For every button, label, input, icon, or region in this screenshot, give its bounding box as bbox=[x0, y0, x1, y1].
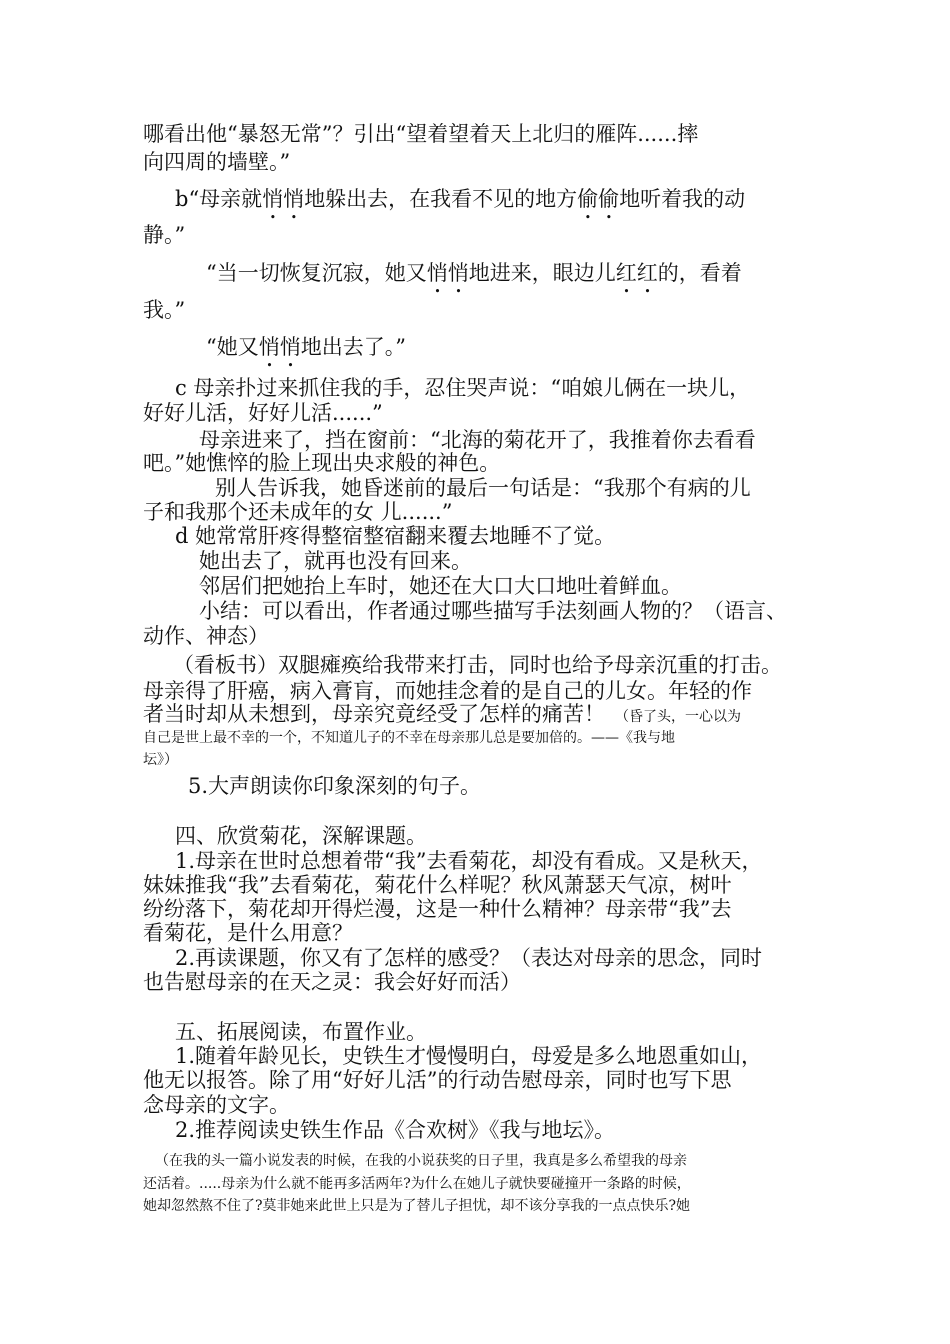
text-span: b“母亲就 bbox=[175, 187, 263, 211]
small-note: 自己是世上最不幸的一个，不知道儿子的不幸在母亲那儿总是要加倍的。——《我与地 bbox=[143, 730, 675, 746]
text-span: 子和我那个还未成年的女 儿......” bbox=[143, 500, 453, 524]
text-line-29 bbox=[175, 948, 762, 969]
text-span: 静。” bbox=[143, 223, 186, 247]
text-line-34 bbox=[175, 1120, 615, 1141]
text-line-11 bbox=[143, 453, 500, 474]
emphasis-word: 偷偷 bbox=[577, 187, 620, 211]
text-span: 地听着我的动 bbox=[619, 187, 746, 211]
text-line-12 bbox=[215, 478, 751, 499]
text-line-32 bbox=[143, 1070, 731, 1091]
text-line-13 bbox=[143, 502, 452, 523]
text-span: 1.随着年龄见长，史铁生才慢慢明白，母爱是多么地恩重如山， bbox=[175, 1044, 763, 1068]
small-note: （昏了头，一心以为 bbox=[615, 709, 741, 725]
text-span: 他无以报答。除了用“好好儿活”的行动告慰母亲，同时也写下思 bbox=[143, 1068, 732, 1092]
text-span: “她又 bbox=[206, 335, 259, 359]
text-span: 母亲进来了，挡在窗前：“北海的菊花开了，我推着你去看看 bbox=[199, 428, 756, 452]
text-line-2 bbox=[143, 152, 290, 173]
text-line-30 bbox=[143, 972, 521, 993]
text-line-26 bbox=[143, 875, 731, 896]
text-span: d 她常常肝疼得整宿整宿翻来覆去地睡不了觉。 bbox=[175, 524, 616, 548]
text-span: 妹妹推我“我”去看菊花，菊花什么样呢？秋风萧瑟天气凉，树叶 bbox=[143, 873, 732, 897]
text-span: 五、拓展阅读，布置作业。 bbox=[175, 1020, 427, 1044]
text-line-33 bbox=[143, 1095, 290, 1116]
text-line-28 bbox=[143, 923, 353, 944]
text-line-14 bbox=[175, 526, 615, 547]
text-span: 她出去了，就再也没有回来。 bbox=[199, 549, 472, 573]
text-line-20 bbox=[143, 681, 752, 702]
text-span: 邻居们把她抬上车时，她还在大口大口地吐着鲜血。 bbox=[199, 574, 682, 598]
text-span: 纷纷落下，菊花却开得烂漫，这是一种什么精神？母亲带“我”去 bbox=[143, 897, 732, 921]
text-line-7 bbox=[206, 335, 406, 372]
text-span: 2.推荐阅读史铁生作品《合欢树》《我与地坛》。 bbox=[175, 1118, 616, 1142]
small-note: （在我的头一篇小说发表的时候，在我的小说获奖的日子里，我真是多么希望我的母亲 bbox=[155, 1153, 687, 1169]
emphasis-word: 悄悄 bbox=[258, 335, 301, 359]
text-line-21 bbox=[143, 704, 741, 725]
text-line-9 bbox=[143, 403, 383, 424]
text-span: 的，看着 bbox=[657, 261, 742, 285]
text-line-22 bbox=[143, 731, 675, 745]
text-line-3 bbox=[175, 187, 745, 224]
text-span: 四、欣赏菊花，深解课题。 bbox=[175, 824, 427, 848]
text-line-23 bbox=[143, 753, 178, 767]
text-span: （看板书）双腿瘫痪给我带来打击，同时也给予母亲沉重的打击。 bbox=[173, 653, 782, 677]
text-line-6 bbox=[143, 300, 185, 321]
text-line-1 bbox=[143, 124, 698, 145]
text-span: 别人告诉我，她昏迷前的最后一句话是：“我那个有病的儿 bbox=[215, 476, 751, 500]
text-line-10 bbox=[199, 430, 756, 451]
quote-line-2 bbox=[143, 1177, 691, 1191]
emphasis-word: 悄悄 bbox=[262, 187, 305, 211]
text-span: 5.大声朗读你印象深刻的句子。 bbox=[188, 774, 482, 798]
text-line-16 bbox=[199, 576, 682, 597]
text-span: 1.母亲在世时总想着带“我”去看菊花，却没有看成。又是秋天， bbox=[175, 849, 763, 873]
text-line-17 bbox=[199, 601, 787, 622]
quote-line-3 bbox=[143, 1199, 690, 1213]
text-span: 好好儿活，好好儿活......” bbox=[143, 401, 383, 425]
emphasis-word: 悄悄 bbox=[426, 261, 469, 285]
text-span: 动作、神态） bbox=[143, 624, 269, 648]
text-span: 者当时却从未想到，母亲究竟经受了怎样的痛苦！ bbox=[143, 702, 605, 726]
text-line-18 bbox=[143, 626, 269, 647]
text-line-4 bbox=[143, 225, 185, 246]
text-line-31 bbox=[175, 1046, 762, 1067]
text-span: 地躲出去，在我看不见的地方 bbox=[304, 187, 578, 211]
quote-line-1 bbox=[155, 1154, 687, 1168]
text-span: 念母亲的文字。 bbox=[143, 1093, 290, 1117]
small-note: 坛》） bbox=[143, 752, 178, 768]
text-span: 小结：可以看出，作者通过哪些描写手法刻画人物的？（语言、 bbox=[199, 599, 787, 623]
text-line-25 bbox=[175, 851, 763, 872]
text-span: 吧。”她憔悴的脸上现出央求般的神色。 bbox=[143, 451, 501, 475]
text-line-5 bbox=[206, 261, 742, 298]
text-span: 母亲得了肝癌，病入膏肓，而她挂念着的是自己的儿女。年轻的作 bbox=[143, 679, 752, 703]
text-span: 也告慰母亲的在天之灵：我会好好而活） bbox=[143, 970, 521, 994]
text-span: 看菊花，是什么用意？ bbox=[143, 921, 353, 945]
section-heading-4 bbox=[175, 826, 427, 847]
text-span: 地出去了。” bbox=[300, 335, 406, 359]
text-line-8 bbox=[175, 378, 750, 399]
small-note: 还活着。.....母亲为什么就不能再多活两年?为什么在她儿子就快要碰撞开一条路的时候， bbox=[143, 1176, 691, 1192]
section-heading-5 bbox=[175, 1022, 427, 1043]
text-span: 地进来，眼边儿 bbox=[468, 261, 616, 285]
text-span: 向四周的墙壁。” bbox=[143, 150, 291, 174]
text-span: 2.再读课题，你又有了怎样的感受？（表达对母亲的思念，同时 bbox=[175, 946, 763, 970]
text-line-24 bbox=[188, 776, 481, 797]
text-span: 我。” bbox=[143, 298, 186, 322]
small-note: 她却忽然熬不住了?莫非她来此世上只是为了替儿子担忧，却不该分享我的一点点快乐?她 bbox=[143, 1198, 691, 1214]
text-line-27 bbox=[143, 899, 731, 920]
text-span: 哪看出他“暴怒无常”？引出“望着望着天上北归的雁阵......摔 bbox=[143, 122, 699, 146]
text-span: c 母亲扑过来抓住我的手，忍住哭声说：“咱娘儿俩在一块儿， bbox=[175, 376, 751, 400]
emphasis-word: 红红 bbox=[615, 261, 658, 285]
text-line-19 bbox=[173, 655, 782, 676]
text-span: “当一切恢复沉寂，她又 bbox=[206, 261, 427, 285]
text-line-15 bbox=[199, 551, 472, 572]
